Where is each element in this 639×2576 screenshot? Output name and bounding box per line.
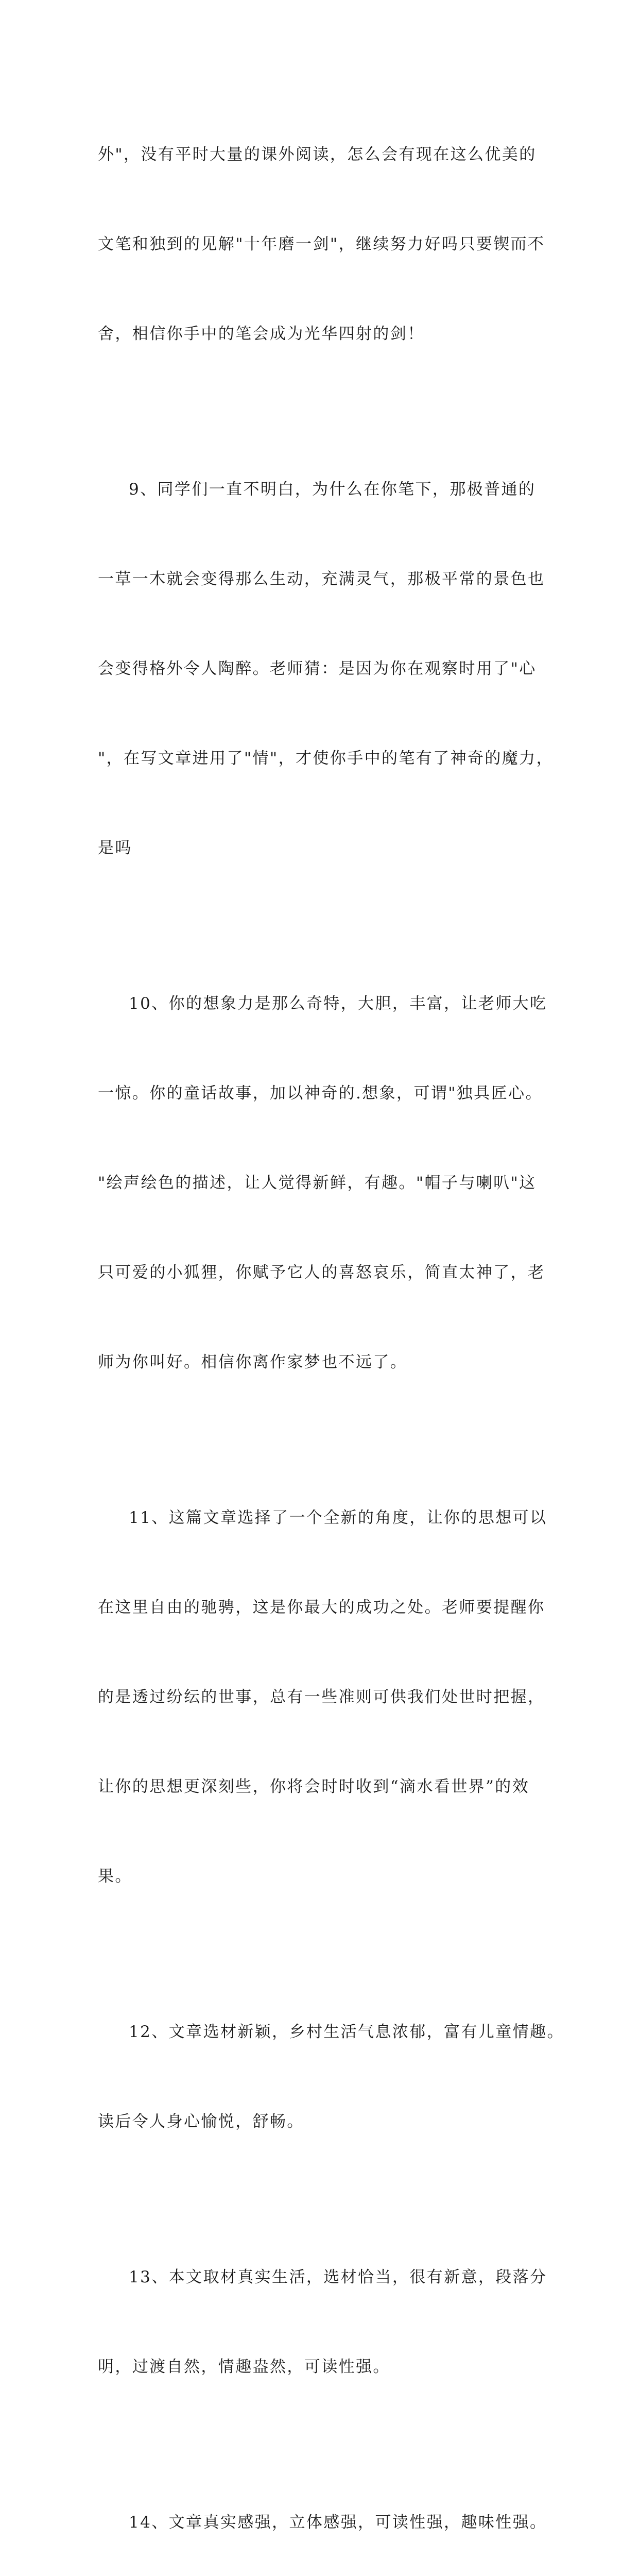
text-line: 让你的思想更深刻些，你将会时时收到“滴水看世界”的效 — [98, 1777, 530, 1796]
text-line: 在这里自由的驰骋，这是你最大的成功之处。老师要提醒你 — [98, 1598, 545, 1617]
text-line: 14、文章真实感强，立体感强，可读性强，趣味性强。 — [129, 2513, 547, 2532]
paragraph-13 — [98, 2202, 546, 2442]
text-line: "绘声绘色的描述，让人觉得新鲜，有趣。"帽子与喇叭"这 — [98, 1174, 537, 1192]
text-line: 会变得格外令人陶醉。老师猜：是因为你在观察时用了"心 — [98, 659, 537, 678]
text-line: 一惊。你的童话故事，加以神奇的.想象，可谓"独具匠心。 — [98, 1084, 543, 1103]
text-line: "，在写文章进用了"情"，才使你手中的笔有了神奇的魔力， — [98, 749, 554, 768]
paragraph-10 — [98, 929, 546, 1437]
text-line: 9、同学们一直不明白，为什么在你笔下，那极普通的 — [129, 480, 536, 499]
text-line: 舍，相信你手中的笔会成为光华四射的剑！ — [98, 325, 425, 343]
text-line: 外"，没有平时大量的课外阅读，怎么会有现在这么优美的 — [98, 145, 537, 164]
text-line: 师为你叫好。相信你离作家梦也不远了。 — [98, 1353, 408, 1371]
text-line: 只可爱的小狐狸，你赋予它人的喜怒哀乐，简直太神了，老 — [98, 1263, 545, 1282]
paragraph-9 — [98, 415, 554, 923]
text-line: 一草一木就会变得那么生动，充满灵气，那极平常的景色也 — [98, 570, 545, 588]
text-line: 的是透过纷纭的世事，总有一些准则可供我们处世时把握， — [98, 1688, 545, 1706]
text-line: 11、这篇文章选择了一个全新的角度，让你的思想可以 — [129, 1509, 547, 1527]
paragraph-14 — [98, 2448, 546, 2576]
text-line: 文笔和独到的见解"十年磨一剑"，继续努力好吗只要锲而不 — [98, 235, 545, 253]
text-line: 读后令人身心愉悦，舒畅。 — [98, 2112, 304, 2131]
paragraph-8-continued — [98, 80, 546, 409]
text-line: 13、本文取材真实生活，选材恰当，很有新意，段落分 — [129, 2268, 547, 2286]
paragraph-12 — [98, 1957, 564, 2196]
text-line: 12、文章选材新颖，乡村生活气息浓郁，富有儿童情趣。 — [129, 2023, 564, 2041]
text-line: 果。 — [98, 1867, 132, 1886]
text-line: 明，过渡自然，情趣盎然，可读性强。 — [98, 2358, 390, 2376]
document-body — [98, 80, 564, 2576]
text-line: 是吗 — [98, 839, 132, 857]
paragraph-11 — [98, 1443, 546, 1951]
text-line: 10、你的想象力是那么奇特，大胆，丰富，让老师大吃 — [129, 994, 547, 1013]
